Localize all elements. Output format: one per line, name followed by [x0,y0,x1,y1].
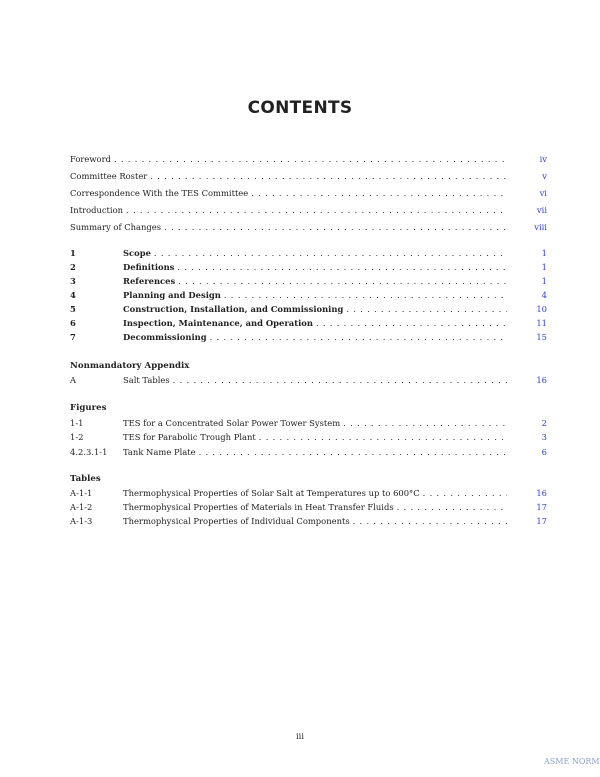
entry-title[interactable]: Introduction [70,205,124,215]
dot-leader [343,417,507,430]
dot-leader [126,204,507,217]
dot-leader [173,374,507,387]
entry-title[interactable]: Salt Tables [123,375,170,385]
toc-entry[interactable] [70,446,547,459]
entry-number: 4.2.3.1-1 [70,447,108,457]
toc-entry[interactable] [70,204,547,217]
toc-entry[interactable] [70,247,547,260]
entry-title[interactable]: References [123,276,176,286]
page-link[interactable]: 3 [541,432,547,442]
toc-entry[interactable] [70,317,547,330]
figures-heading: Figures [70,403,107,413]
toc-entry[interactable] [70,515,547,528]
toc-entry[interactable] [70,275,547,288]
dot-leader [114,153,507,166]
entry-number: 1-1 [70,418,84,428]
dot-leader [423,487,507,500]
toc-entry[interactable] [70,487,547,500]
dot-leader [164,221,507,234]
toc-entry[interactable] [70,374,547,387]
entry-title[interactable]: Planning and Design [123,290,221,300]
toc-entry[interactable] [70,431,547,444]
dot-leader [154,247,507,260]
entry-title[interactable]: Summary of Changes [70,222,162,232]
page-link[interactable]: 1 [541,276,547,286]
page-link[interactable]: 17 [536,516,547,526]
page-link[interactable]: iv [539,154,547,164]
dot-leader [353,515,507,528]
entry-title[interactable]: Definitions [123,262,175,272]
toc-entry[interactable] [70,170,547,183]
dot-leader [251,187,507,200]
page-link[interactable]: viii [534,222,547,232]
entry-title[interactable]: Decommissioning [123,332,207,342]
page-link[interactable]: 17 [536,502,547,512]
toc-entry[interactable] [70,261,547,274]
dot-leader [178,275,507,288]
entry-title[interactable]: Thermophysical Properties of Materials in Heat Transfer Fluids [123,502,394,512]
page-number: iii [295,731,305,741]
page-link[interactable]: 4 [541,290,547,300]
entry-number: 5 [70,304,76,314]
toc-entry[interactable] [70,501,547,514]
entry-number: 1-2 [70,432,84,442]
dot-leader [150,170,507,183]
entry-number: 7 [70,332,76,342]
toc-entry[interactable] [70,221,547,234]
page-link[interactable]: 16 [536,488,547,498]
entry-title[interactable]: TES for Parabolic Trough Plant [123,432,256,442]
page-link[interactable]: 1 [541,248,547,258]
toc-entry[interactable] [70,289,547,302]
entry-title[interactable]: Correspondence With the TES Committee [70,188,249,198]
entry-title[interactable]: Thermophysical Properties of Individual Components [123,516,350,526]
toc-entry[interactable] [70,187,547,200]
dot-leader [397,501,507,514]
dot-leader [224,289,507,302]
entry-number: 6 [70,318,76,328]
entry-number: 1 [70,248,76,258]
page-link[interactable]: vii [536,205,547,215]
page-link[interactable]: 2 [541,418,547,428]
watermark-logo: ASME NORM [544,757,600,766]
toc-entry[interactable] [70,153,547,166]
page-link[interactable]: 16 [536,375,547,385]
page-link[interactable]: vi [539,188,547,198]
page-link[interactable]: 15 [536,332,547,342]
entry-title[interactable]: Scope [123,248,151,258]
entry-title[interactable]: Foreword [70,154,111,164]
entry-number: 2 [70,262,76,272]
entry-title[interactable]: TES for a Concentrated Solar Power Tower System [123,418,341,428]
page-link[interactable]: v [542,171,547,181]
dot-leader [316,317,507,330]
entry-title[interactable]: Tank Name Plate [123,447,196,457]
page-title: CONTENTS [247,98,353,118]
appendix-heading: Nonmandatory Appendix [70,361,190,371]
toc-entry[interactable] [70,303,547,316]
toc-entry[interactable] [70,417,547,430]
entry-number: 4 [70,290,76,300]
page-link[interactable]: 6 [541,447,547,457]
entry-title[interactable]: Inspection, Maintenance, and Operation [123,318,313,328]
dot-leader [259,431,507,444]
dot-leader [199,446,507,459]
entry-number: A-1-2 [70,502,93,512]
entry-number: A-1-3 [70,516,93,526]
entry-number: 3 [70,276,76,286]
entry-title[interactable]: Committee Roster [70,171,148,181]
dot-leader [177,261,507,274]
page-link[interactable]: 10 [536,304,547,314]
page-link[interactable]: 11 [536,318,547,328]
entry-title[interactable]: Thermophysical Properties of Solar Salt at Temperatures up to 600°C [123,488,420,498]
entry-title[interactable]: Construction, Installation, and Commissioning [123,304,344,314]
dot-leader [210,331,507,344]
tables-heading: Tables [70,474,101,484]
page-link[interactable]: 1 [541,262,547,272]
toc-entry[interactable] [70,331,547,344]
entry-number: A-1-1 [70,488,93,498]
dot-leader [346,303,507,316]
entry-number: A [70,375,77,385]
